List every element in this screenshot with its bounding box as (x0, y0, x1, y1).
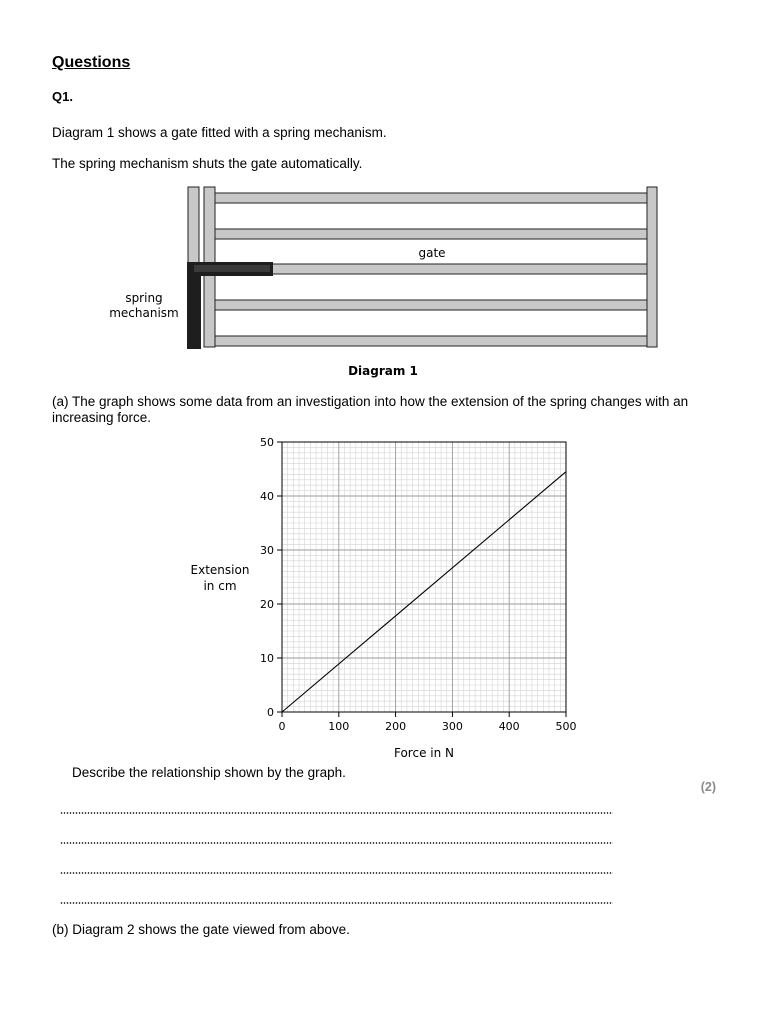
intro-text-1: Diagram 1 shows a gate fitted with a spring mechanism. (52, 125, 387, 140)
x-axis-label: Force in N (393, 746, 455, 760)
x-tick-label: 100 (328, 720, 350, 733)
x-tick-label: 400 (498, 720, 520, 733)
y-tick-label: 50 (260, 436, 274, 449)
y-tick-label: 10 (260, 652, 274, 665)
spring-label-line2: mechanism (109, 306, 179, 320)
question-number: Q1. (52, 89, 73, 104)
y-tick-label: 0 (267, 706, 274, 719)
x-tick-label: 0 (278, 720, 286, 733)
part-b-text: (b) Diagram 2 shows the gate viewed from above. (52, 922, 350, 937)
x-tick-label: 500 (555, 720, 577, 733)
y-tick-label: 40 (260, 490, 274, 503)
x-tick-label: 200 (385, 720, 407, 733)
intro-text-2: The spring mechanism shuts the gate automatically. (52, 156, 363, 171)
spring-label-line1: spring (125, 291, 163, 305)
part-a-prompt: Describe the relationship shown by the graph. (72, 765, 346, 780)
answer-line[interactable] (60, 872, 613, 874)
answer-line[interactable] (60, 842, 613, 844)
y-tick-label: 30 (260, 544, 274, 557)
x-tick-label: 300 (441, 720, 463, 733)
y-axis-label-line1: Extension (190, 563, 250, 577)
gate-label: gate (418, 246, 446, 260)
page-heading: Questions (52, 54, 131, 71)
part-a-text: (a) The graph shows some data from an investigation into how the extension of the spring changes with an increasing force. (52, 394, 689, 425)
marks-indicator: (2) (700, 780, 716, 794)
y-axis-label-line2: in cm (203, 579, 237, 593)
diagram-caption: Diagram 1 (348, 364, 418, 378)
answer-line[interactable] (60, 902, 613, 904)
y-tick-label: 20 (260, 598, 274, 611)
answer-line[interactable] (60, 812, 613, 814)
